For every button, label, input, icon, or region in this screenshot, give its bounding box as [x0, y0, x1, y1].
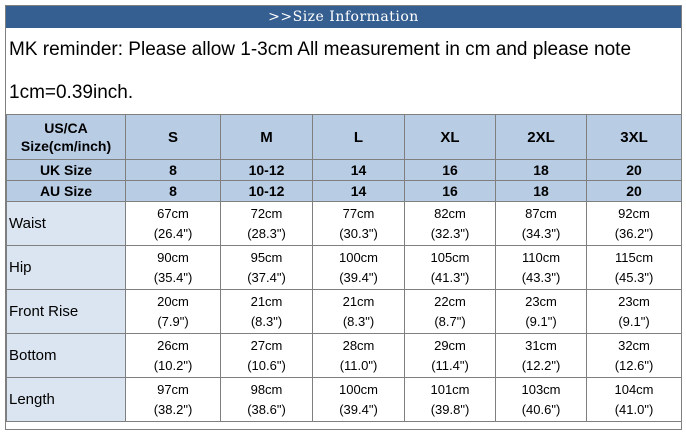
- uk-size-label: UK Size: [7, 160, 126, 181]
- measurement-cell: [405, 246, 496, 290]
- cm-value: 97cm: [157, 381, 189, 397]
- measurement-cell: [221, 290, 313, 334]
- measurement-cell: [405, 334, 496, 378]
- cm-value: 28cm: [342, 337, 375, 353]
- cm-value: 95cm: [250, 249, 283, 265]
- size-header-cell: XL: [405, 115, 496, 160]
- measurement-label: Length: [7, 378, 126, 422]
- size-info-banner: >>Size Information: [6, 6, 681, 28]
- inch-value: (7.9"): [157, 313, 189, 329]
- measurement-row: [7, 290, 682, 334]
- measurement-cell: [126, 202, 221, 246]
- cm-value: 72cm: [250, 205, 283, 221]
- size-header-cell: 2XL: [496, 115, 587, 160]
- au-size-cell: 20: [587, 181, 682, 202]
- header-label-line: Size(cm/inch): [20, 138, 112, 154]
- uk-size-cell: 14: [313, 160, 405, 181]
- uk-size-cell: 8: [126, 160, 221, 181]
- header-row: [7, 115, 682, 160]
- inch-value: (38.6"): [247, 401, 286, 417]
- measurement-cell: [126, 378, 221, 422]
- cm-value: 29cm: [434, 337, 466, 353]
- au-size-cell: 16: [405, 181, 496, 202]
- header-label-cell: [7, 115, 126, 160]
- inch-value: (8.3"): [342, 313, 375, 329]
- cm-value: 90cm: [157, 249, 189, 265]
- uk-size-cell: 18: [496, 160, 587, 181]
- au-size-row: [7, 181, 682, 202]
- size-header-cell: M: [221, 115, 313, 160]
- measurement-label: Front Rise: [7, 290, 126, 334]
- measurement-cell: [221, 378, 313, 422]
- cm-value: 110cm: [521, 249, 561, 265]
- cm-value: 23cm: [618, 293, 650, 309]
- size-header-cell: S: [126, 115, 221, 160]
- inch-value: (30.3"): [339, 225, 378, 241]
- uk-size-row: [7, 160, 682, 181]
- uk-size-cell: 16: [405, 160, 496, 181]
- size-header-cell: L: [313, 115, 405, 160]
- measurement-row: [7, 246, 682, 290]
- measurement-cell: [313, 378, 405, 422]
- measurement-cell: [313, 246, 405, 290]
- cm-value: 27cm: [250, 337, 283, 353]
- inch-value: (9.1"): [618, 313, 650, 329]
- cm-value: 26cm: [157, 337, 189, 353]
- cm-value: 100cm: [338, 381, 379, 397]
- measurement-cell: [221, 246, 313, 290]
- measurement-row: [7, 334, 682, 378]
- inch-value: (34.3"): [521, 225, 561, 241]
- note-line-1: MK reminder: Please allow 1-3cm All measurement in cm and please note: [9, 39, 632, 60]
- measurement-cell: [587, 246, 682, 290]
- header-label-line: US/CA: [44, 120, 88, 136]
- cm-value: 104cm: [614, 381, 654, 397]
- inch-value: (9.1"): [525, 313, 557, 329]
- measurement-label: Bottom: [7, 334, 126, 378]
- inch-value: (35.4"): [153, 269, 193, 285]
- inch-value: (38.2"): [153, 401, 193, 417]
- measurement-cell: [126, 246, 221, 290]
- uk-size-cell: 20: [587, 160, 682, 181]
- measurement-cell: [587, 202, 682, 246]
- cm-value: 101cm: [430, 381, 470, 397]
- inch-value: (45.3"): [614, 269, 654, 285]
- au-size-cell: 8: [126, 181, 221, 202]
- size-table-body: [7, 115, 682, 422]
- measurement-cell: [496, 334, 587, 378]
- cm-value: 22cm: [434, 293, 466, 309]
- inch-value: (40.6"): [521, 401, 561, 417]
- measurement-cell: [496, 378, 587, 422]
- cm-value: 87cm: [525, 205, 557, 221]
- inch-value: (10.2"): [153, 357, 193, 373]
- cm-value: 103cm: [521, 381, 561, 397]
- size-header-cell: 3XL: [587, 115, 682, 160]
- inch-value: (12.2"): [521, 357, 561, 373]
- inch-value: (39.8"): [430, 401, 470, 417]
- au-size-cell: 14: [313, 181, 405, 202]
- measurement-cell: [405, 202, 496, 246]
- inch-value: (26.4"): [153, 225, 193, 241]
- inch-value: (37.4"): [247, 269, 286, 285]
- measurement-label: Waist: [7, 202, 126, 246]
- size-table: [6, 114, 682, 422]
- measurement-cell: [126, 290, 221, 334]
- cm-value: 20cm: [157, 293, 189, 309]
- measurement-cell: [405, 378, 496, 422]
- measurement-cell: [405, 290, 496, 334]
- measurement-label: Hip: [7, 246, 126, 290]
- measurement-cell: [221, 202, 313, 246]
- measurement-row: [7, 202, 682, 246]
- uk-size-cell: 10-12: [221, 160, 313, 181]
- cm-value: 100cm: [338, 249, 379, 265]
- measurement-cell: [587, 290, 682, 334]
- cm-value: 105cm: [430, 249, 470, 265]
- cm-value: 77cm: [342, 205, 375, 221]
- measurement-cell: [221, 334, 313, 378]
- measurement-cell: [496, 246, 587, 290]
- measurement-cell: [496, 202, 587, 246]
- measurement-cell: [126, 334, 221, 378]
- au-size-cell: 18: [496, 181, 587, 202]
- inch-value: (39.4"): [339, 401, 378, 417]
- cm-value: 82cm: [434, 205, 466, 221]
- cm-value: 92cm: [618, 205, 650, 221]
- inch-value: (10.6"): [247, 357, 286, 373]
- inch-value: (8.7"): [434, 313, 466, 329]
- cm-value: 67cm: [157, 205, 189, 221]
- measurement-cell: [313, 202, 405, 246]
- inch-value: (8.3"): [250, 313, 283, 329]
- cm-value: 31cm: [525, 337, 557, 353]
- measurement-cell: [587, 378, 682, 422]
- note-line-2: 1cm=0.39inch.: [9, 82, 134, 103]
- inch-value: (32.3"): [430, 225, 470, 241]
- size-info-panel: [5, 5, 682, 430]
- measurement-cell: [496, 290, 587, 334]
- au-size-cell: 10-12: [221, 181, 313, 202]
- measurement-cell: [587, 334, 682, 378]
- inch-value: (41.0"): [614, 401, 654, 417]
- inch-value: (11.4"): [431, 357, 469, 373]
- inch-value: (41.3"): [430, 269, 470, 285]
- cm-value: 21cm: [342, 293, 375, 309]
- measurement-row: [7, 378, 682, 422]
- cm-value: 23cm: [525, 293, 557, 309]
- inch-value: (43.3"): [521, 269, 561, 285]
- measurement-cell: [313, 290, 405, 334]
- cm-value: 115cm: [614, 249, 654, 265]
- inch-value: (12.6"): [614, 357, 654, 373]
- cm-value: 98cm: [250, 381, 283, 397]
- inch-value: (28.3"): [247, 225, 286, 241]
- au-size-label: AU Size: [7, 181, 126, 202]
- cm-value: 32cm: [618, 337, 650, 353]
- inch-value: (39.4"): [339, 269, 378, 285]
- measurement-note: [6, 28, 681, 114]
- measurement-cell: [313, 334, 405, 378]
- inch-value: (11.0"): [339, 357, 378, 373]
- inch-value: (36.2"): [614, 225, 654, 241]
- cm-value: 21cm: [250, 293, 283, 309]
